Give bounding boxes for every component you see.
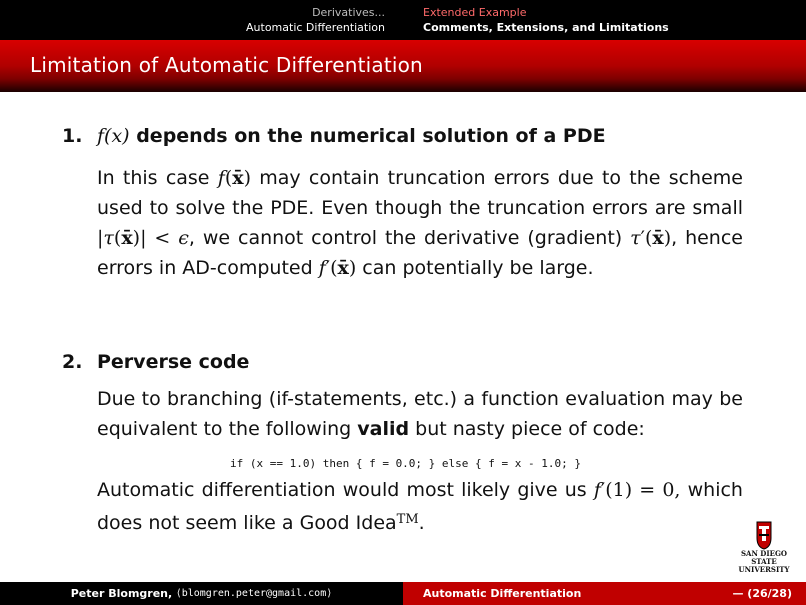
logo-wordmark [735,550,793,574]
item-2-paragraph-1 [97,384,743,444]
footer-author-box [0,582,403,605]
nav-left [0,0,403,40]
code-snippet: if (x == 1.0) then { f = 0.0; } else { f = x - 1.0; } [230,457,581,470]
item-heading-text: depends on the numerical solution of a PDE [136,125,606,147]
footer [0,582,806,605]
text-run: , we cannot control the derivative (gradient) [188,227,631,249]
text-run: In this case [97,167,218,189]
item-number: 1. [62,125,83,147]
frame-title: Limitation of Automatic Differentiation [30,53,423,77]
frame-title-bar [0,40,806,92]
text-run: Due to branching (if-statements, etc.) a function evaluation may be equivalent to the following [97,388,743,440]
item-1-heading [62,125,606,147]
text-run: , hence errors in AD-computed [97,227,743,279]
logo-line-2: UNIVERSITY [738,565,790,574]
nav-subsection-link[interactable]: Automatic Differentiation [246,21,385,34]
text-run: Automatic differentiation would most likely give us [97,479,594,501]
text-run: but nasty piece of code: [409,418,645,440]
top-navigation [0,0,806,40]
item-heading-text: Perverse code [97,351,250,373]
logo-line-1: SAN DIEGO STATE [740,549,788,566]
footer-page-number: — (26/28) [732,587,792,600]
item-2-heading [62,351,249,373]
nav-section-link[interactable]: Derivatives... [312,6,385,19]
item-number: 2. [62,351,83,373]
text-run: . [418,512,425,534]
text-run: can potentially be large. [356,257,594,279]
nav-right [403,0,806,40]
footer-author: Peter Blomgren, [70,587,173,600]
text-run: may contain truncation errors due to the scheme used to solve the PDE. Even though the truncation errors are small [97,167,743,219]
text-run: which does not seem like a Good Idea [97,479,743,534]
footer-talk-title: Automatic Differentiation [423,587,582,600]
footer-title-box [403,582,806,605]
university-logo [735,520,793,574]
bold-text: valid [357,418,410,440]
item-2-paragraph-2: Automatic differentiation would most likely give us f′(1) = 0, which does not seem like a Good Idea™. [97,479,743,534]
item-math: f(x) [97,125,130,147]
nav-section-link-active[interactable]: Extended Example [423,6,527,19]
item-1-paragraph: In this case f(x̄) may contain truncation errors due to the scheme used to solve the PDE. Even though the truncation errors are small |τ(x̄)| < ϵ, we cannot control the derivative (gradient) τ′(x̄), hence errors in AD-computed f′(x̄) can potentially be large. [97,167,743,279]
footer-email: ⟨blomgren.peter@gmail.com⟩ [175,588,333,599]
nav-subsection-link-active[interactable]: Comments, Extensions, and Limitations [423,21,669,34]
shield-icon [735,520,793,550]
